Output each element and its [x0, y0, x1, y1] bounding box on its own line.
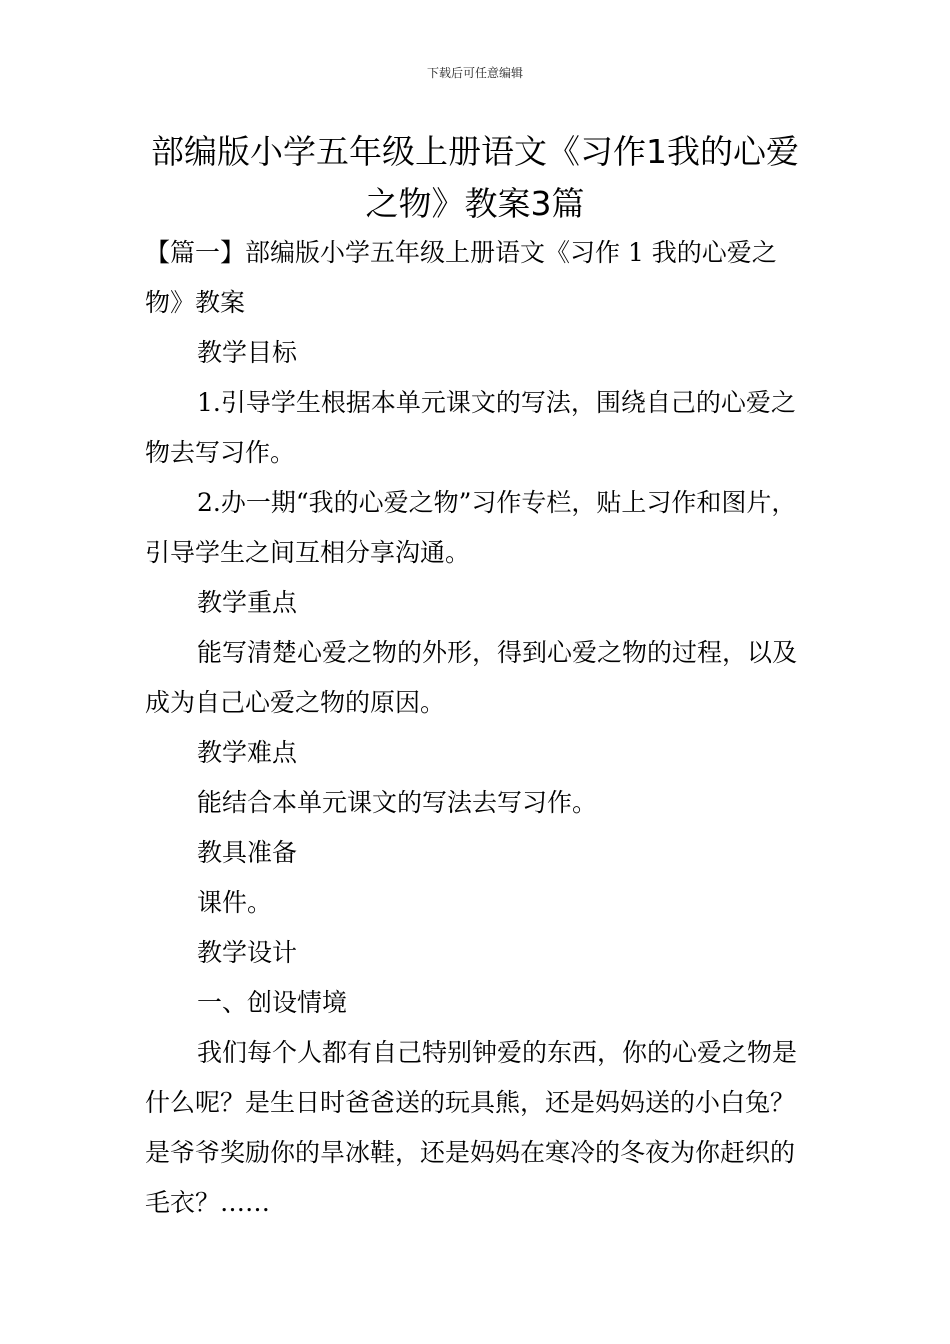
- document-body: [145, 228, 807, 1228]
- goal-item-2: 2.办一期“我的心爱之物”习作专栏，贴上习作和图片，引导学生之间互相分享沟通。: [145, 488, 797, 567]
- step-1-text: 我们每个人都有自己特别钟爱的东西，你的心爱之物是什么呢？是生日时爸爸送的玩具熊，还是妈妈送的小白兔？是爷爷奖励你的旱冰鞋，还是妈妈在寒冷的冬夜为你赶织的毛衣？……: [145, 1038, 798, 1217]
- heading-teaching-goals: 教学目标: [197, 338, 298, 367]
- goal-item-1: 1.引导学生根据本单元课文的写法，围绕自己的心爱之物去写习作。: [145, 388, 796, 467]
- heading-teaching-design: 教学设计: [197, 938, 298, 967]
- teaching-aids-text: 课件。: [197, 888, 273, 917]
- step-heading-1: 一、创设情境: [197, 988, 348, 1017]
- difficulties-text: 能结合本单元课文的写法去写习作。: [197, 788, 598, 817]
- heading-key-points: 教学重点: [197, 588, 298, 617]
- heading-difficulties: 教学难点: [197, 738, 298, 767]
- header-note: 下载后可任意编辑: [426, 66, 523, 80]
- heading-teaching-aids: 教具准备: [197, 838, 298, 867]
- key-points-text: 能写清楚心爱之物的外形，得到心爱之物的过程，以及成为自己心爱之物的原因。: [145, 638, 798, 717]
- section-heading: 【篇一】部编版小学五年级上册语文《习作 1 我的心爱之物》教案: [145, 238, 777, 317]
- document-title: 部编版小学五年级上册语文《习作1我的心爱之物》教案3篇: [151, 132, 799, 223]
